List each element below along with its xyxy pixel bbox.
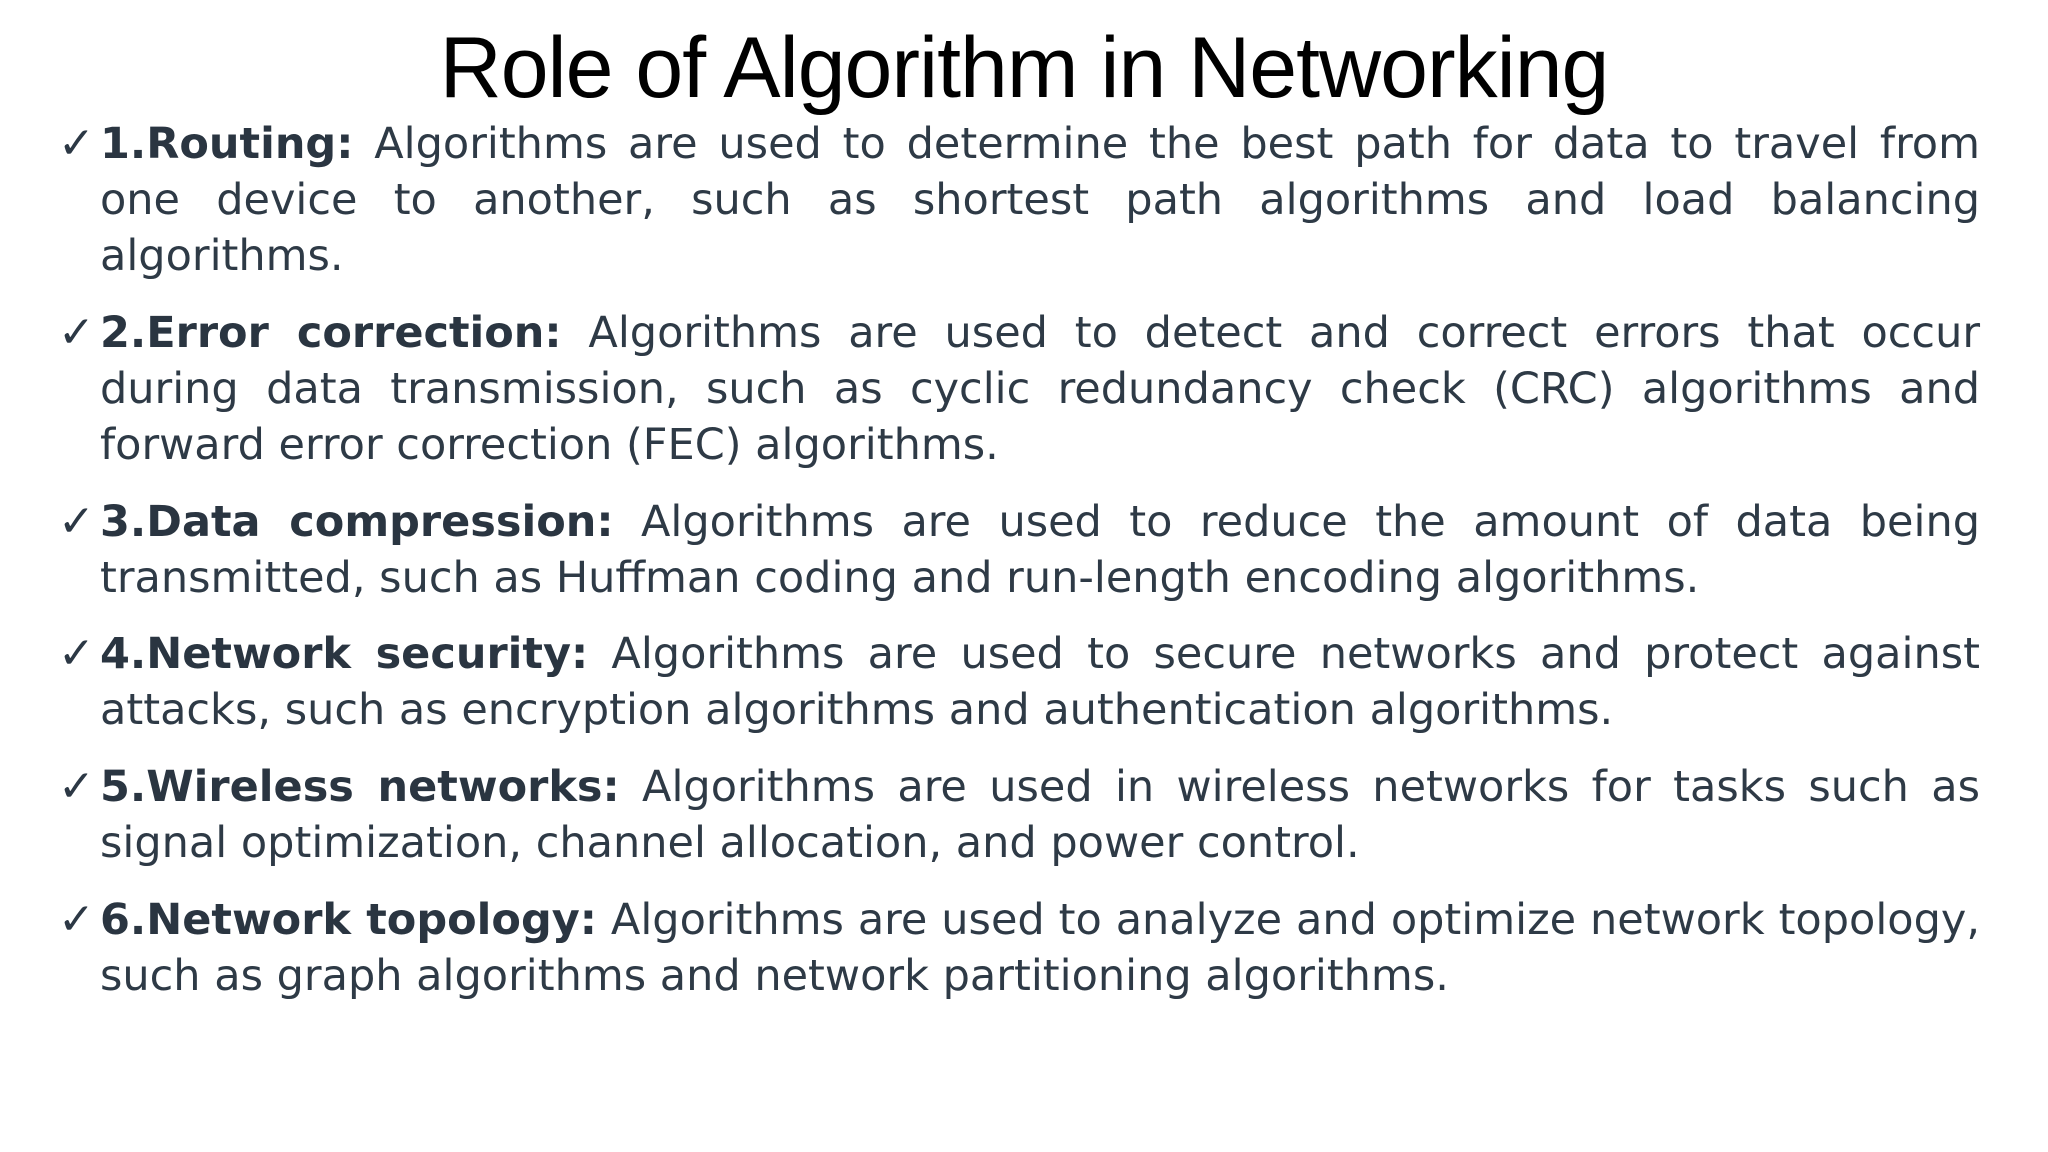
list-item-body: Algorithms are used to secure networks and protect against attacks, such as encryption algorithms and authentication algorithms. (100, 629, 1980, 735)
list-item-heading: 3.Data compression: (100, 497, 614, 547)
list-item-text (100, 626, 1980, 738)
checkmark-icon: ✓ (58, 118, 95, 169)
list-item-heading: 6.Network topology: (100, 895, 597, 945)
list-item-text (100, 759, 1980, 871)
list-item-heading: 1.Routing: (100, 119, 354, 169)
list-item-body: Algorithms are used in wireless networks for tasks such as signal optimization, channel allocation, and power control. (100, 762, 1980, 868)
list-item-body: Algorithms are used to analyze and optimize network topology, such as graph algorithms and network partitioning algorithms. (100, 895, 1980, 1001)
checkmark-icon: ✓ (58, 307, 95, 358)
checkmark-icon: ✓ (58, 761, 95, 812)
checkmark-icon: ✓ (58, 894, 95, 945)
list-item-body: Algorithms are used to determine the best path for data to travel from one device to another, such as shortest path algorithms and load balancing algorithms. (100, 119, 1981, 281)
list-item-heading: 2.Error correction: (100, 308, 562, 358)
slide-title: Role of Algorithm in Networking (439, 20, 1609, 116)
checkmark-icon: ✓ (58, 628, 95, 679)
list-item-body: Algorithms are used to reduce the amount of data being transmitted, such as Huffman coding and run-length encoding algorithms. (100, 497, 1981, 603)
list-item-text (100, 494, 1980, 606)
list-item-body: Algorithms are used to detect and correct errors that occur during data transmission, such as cyclic redundancy check (CRC) algorithms and forward error correction (FEC) algorithms. (100, 308, 1981, 470)
list-item-heading: 4.Network security: (100, 629, 589, 679)
list-item-text (100, 305, 1980, 473)
checkmark-icon: ✓ (58, 496, 95, 547)
list-item-text (100, 116, 1980, 284)
list-item-heading: 5.Wireless networks: (100, 762, 620, 812)
list-item-text (100, 892, 1980, 1004)
